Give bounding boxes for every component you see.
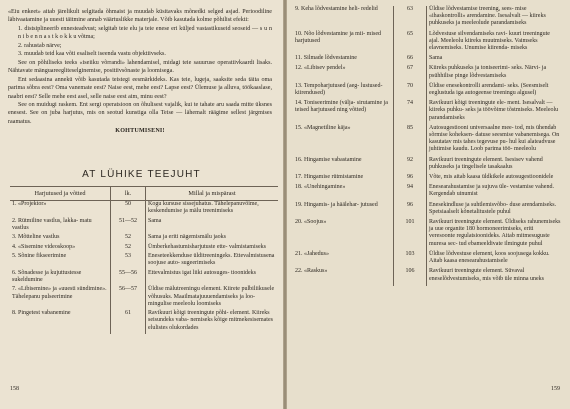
exercise-name: 13. Tempoharjutused (aeg- lustused-kiirendused) (293, 83, 394, 100)
right-page (287, 0, 570, 409)
col-header-page: lk. (111, 187, 146, 201)
purpose-text: Lõdvestuse silvendamiseks ravi- kuuri treeningute ajal. Meeleolu kiireks muutmiseks. Vaimseks elavnemiseks. Unumise kiirenda- miseks (429, 30, 550, 52)
intro-paragraph: «Eiu enkeet» aitab järelikult selgitada õhmaist ja muudab küsitavaks mõnedki selged asjad. Perioodiline läbivaatamine ja uuesti täitmine annab väärtuslikke materjale. Võib kasutada kolme põhilist efekti: (8, 9, 272, 24)
exercise-name: 14. Toniseerimine (välja- sirutamine ja teised harjutused ning võtted) (293, 100, 394, 125)
table-row (293, 184, 563, 201)
table-row (10, 244, 278, 253)
purpose-text: Enesekindluse ja suhtlemisvõbo- duse arendamiseks. Spetsiaalselt kõnetalitustele puhul (429, 201, 557, 215)
exercise-name: 16. Hingamise vabastamine (293, 157, 394, 174)
exercise-name: 7. «Libisemine» ja «uuesti sündimine». Tähelepanu pulseerimine (10, 286, 111, 310)
exercise-name: 19. Hingamis- ja häälehar- jutused (293, 202, 394, 219)
page-ref: 61 (111, 310, 146, 334)
table-row (293, 251, 563, 268)
page-ref: 51—52 (111, 218, 146, 235)
intro-paragraph: 3. muudab teid kaa võti esaliselt iseenda vastu objektiivseks. (18, 51, 166, 58)
purpose-text: Ravikuuri kõigi treeningute põhi- element. Kiireks seisundeks vaba- nemiseks kõige mitmekesisemates elulistes olukordades (148, 310, 273, 331)
page-ref: 66 (394, 55, 427, 65)
page-ref: 94 (394, 184, 427, 201)
intro-paragraph: 1. distsiplineerib ennesteadvust; selgitab teie elu ja teie enese eri küljed vastastikuseid seoseid — s u n n i b e n n a s t k o k k u võtma; (18, 25, 272, 41)
purpose-text: Kiireks puhkuseks ja toniseerimi- seks. Närvi- ja psühhilise pinge lõdvestamiseks (429, 65, 547, 79)
purpose-text: Ümberkehastumisharjutuste ette- valmistamiseks (148, 243, 266, 250)
exercise-name: 10. Nõo lõdvestamine ja mii- mised harjutused (293, 31, 394, 56)
page-ref: 106 (394, 268, 427, 285)
purpose-text: Üldise mälutreeningu element. Kiirete pulbiliikusele võhusuks. Maailmatajuuuendamiseks ja loo- mingulise meeleolu loomiseks (148, 286, 275, 307)
page-ref: 50 (111, 201, 146, 218)
page-ref: 56—57 (111, 286, 146, 310)
exercise-name: 6. Sõnadesse ja kujuttustesse sukeldumine (10, 270, 111, 287)
table-row (293, 6, 563, 31)
intro-paragraph: Ent sedaasina annekü võib kasutada teistegi eesmärkideks. Kas teie, lugeja, saaksite seda täita oma parima sõbra eest? Oma vanemate eest? Naise eest, mehe eest? Lapse eest? Ülemuse ja alluva, töökaaslase, naabri eest? Selle mehe eest asel, selle naise eest aim, minu eest? (8, 76, 272, 100)
purpose-text: Ravikuuri treeningute element. Süvaval eneselõdvestumiseks, mis võib üle minna uneks (429, 268, 544, 282)
purpose-text: Üldise lõdvestamise treening, sees- mise «ihaskontrolli» arendamine. Isesalvalt — kiireks puhkuseks ja meeleolude parandamiseks (429, 6, 546, 27)
purpose-text: Sama ja eriti nägemismälu jaoks (148, 234, 226, 241)
intro-paragraph: 2. rahustab närve; (18, 42, 62, 49)
purpose-text: Autosugestiooni universaalne mee- tod, mis ühendab sõrmise koheksen- datuse seesmise vabanemisega. On kasutatav mis tahes tegevuse pu- hul kui alateadvuse juhtimise kaudu. Loob parima töö- meeleolu (429, 124, 560, 153)
col-header-exercises: Harjutused ja võtted (10, 187, 111, 201)
table-row (10, 270, 278, 287)
page-ref: 52 (111, 244, 146, 253)
table-row (10, 286, 278, 310)
table-row (293, 125, 563, 157)
exercise-name: 15. «Magnetiline käja» (293, 125, 394, 157)
page-ref: 70 (394, 83, 427, 100)
page-ref: 52 (111, 234, 146, 243)
page-ref: 101 (394, 219, 427, 251)
table-row (293, 157, 563, 174)
table-row (10, 234, 278, 243)
purpose-text: Ettevalmistus igat liiki autosuges- tioonideks (148, 269, 256, 276)
closing-line: KOHTUMISENI! (115, 128, 165, 135)
table-row (293, 55, 563, 65)
guide-table-left (10, 186, 278, 334)
exercise-name: 3. Mõtteline vastlus (10, 234, 111, 243)
purpose-text: Kogu kursuse sissejuhatus. Tähelepanuvõime, keskendumise ja mälu treenimiseks (148, 201, 259, 215)
exercise-name: 12. «Libisev pendel» (293, 65, 394, 82)
page-ref: 74 (394, 100, 427, 125)
col-header-when: Millal ja mispärast (146, 187, 279, 201)
exercise-name: 2. Rütmiline vastlus, lakka- matu vastlus (10, 218, 111, 235)
page-ref: 96 (394, 202, 427, 219)
table-row (10, 218, 278, 235)
table-row (293, 219, 563, 251)
page-ref: 92 (394, 157, 427, 174)
purpose-text: Enesearahustamise ja sujuva üle- vestamise vahend. Kergendab uinumist (429, 184, 554, 198)
purpose-text: Ravikuuri treeningute element. Üldiseks rahunemiseks ja uue organite 180 hormoneerimiseks, eriti veresoonte regulatsioonideks. Aitab mitmesuguste muresa sec- tud ebameeldivate ilmingute puhul (429, 219, 561, 247)
table-row (293, 174, 563, 184)
exercise-name: 4. «Sisemine videoskoop» (10, 244, 111, 253)
table-row (293, 202, 563, 219)
intro-text (8, 8, 272, 136)
table-row (293, 100, 563, 125)
exercise-name: 1. «Projektor» (10, 201, 111, 218)
purpose-text: Ravikuuri kõigi treeningute ele- ment. Isesalvalt — kiireks puhku- seks ja töövõime tõstmiseks. Meeleolu parandamiseks (429, 100, 559, 121)
page-ref: 65 (394, 31, 427, 56)
exercise-name: 5. Sõnine fikseerimine (10, 253, 111, 270)
page-ref: 96 (394, 174, 427, 184)
intro-paragraph: See on põhiliseks teeks «iseiiku võrrandi» lahendamisel, midagi teie sauuruse operatiivkaardi lisaks. Nähtavate mänguareegliteselginemise, positiivsõnaste ja loomisega. (8, 59, 272, 75)
purpose-text: Ravikuuri treeningute element. Isesisev vahend puhkuseks ja tingelisele tasakaalus (429, 156, 543, 170)
exercise-name: 18. «Unehingamine» (293, 184, 394, 201)
exercise-name: 9. Keha lõdvestamine heli- redelid (293, 6, 394, 31)
table-row (293, 65, 563, 82)
table-row (10, 310, 278, 334)
exercise-name: 21. «Jahedus» (293, 251, 394, 268)
page-ref: 53 (111, 253, 146, 270)
purpose-text: Sama (148, 217, 162, 224)
exercise-name: 17. Hingamise rütmistamine (293, 174, 394, 184)
page-ref: 85 (394, 125, 427, 157)
purpose-text: Eneseteekkenduse ülditreeningeks. Ettevalmistusena soojuse auto- sugeerimiseks (148, 253, 275, 267)
page-number-left: 158 (10, 386, 19, 392)
page-number-right: 159 (551, 386, 560, 392)
table-row (10, 201, 278, 218)
table-row (293, 31, 563, 56)
purpose-text: Üldise lõdvestuse element, koos soojusega kokku. Aitab kaasa enesearahustamisele (429, 250, 550, 265)
page-ref: 63 (394, 6, 427, 31)
purpose-text: Üldise enesekontrolli arendami- seks. (Seesmiselt eeglustuda iga autogeense treeningu algusel) (429, 82, 549, 97)
exercise-name: 20. «Soojus» (293, 219, 394, 251)
table-row (293, 83, 563, 100)
table-row (10, 253, 278, 270)
page-ref: 103 (394, 251, 427, 268)
purpose-text: Sama (429, 55, 443, 62)
table-row (293, 268, 563, 285)
guide-table-right (293, 6, 563, 286)
intro-paragraph: See on muidugi raskem. Ent sergi operatsioon on õhulisest vajalik, kui te tahate aru saada mitte üksnes enesest. See on juba harjutus, mis on seotud kunstiga olla Teise — lähemalt räägime sellest järgmises raamatus. (8, 101, 272, 125)
exercise-name: 8. Pingetest vabanemine (10, 310, 111, 334)
left-page (0, 0, 283, 409)
exercise-name: 22. «Raskus» (293, 268, 394, 285)
purpose-text: Võte, mis aitab kaasa üldkikele autosugestioonidele (429, 174, 554, 181)
page-ref: 67 (394, 65, 427, 82)
section-title: AT LÜHIKE TEEJUHT (82, 169, 201, 180)
exercise-name: 11. Silmade lõdvestamine (293, 55, 394, 65)
page-ref: 55—56 (111, 270, 146, 287)
